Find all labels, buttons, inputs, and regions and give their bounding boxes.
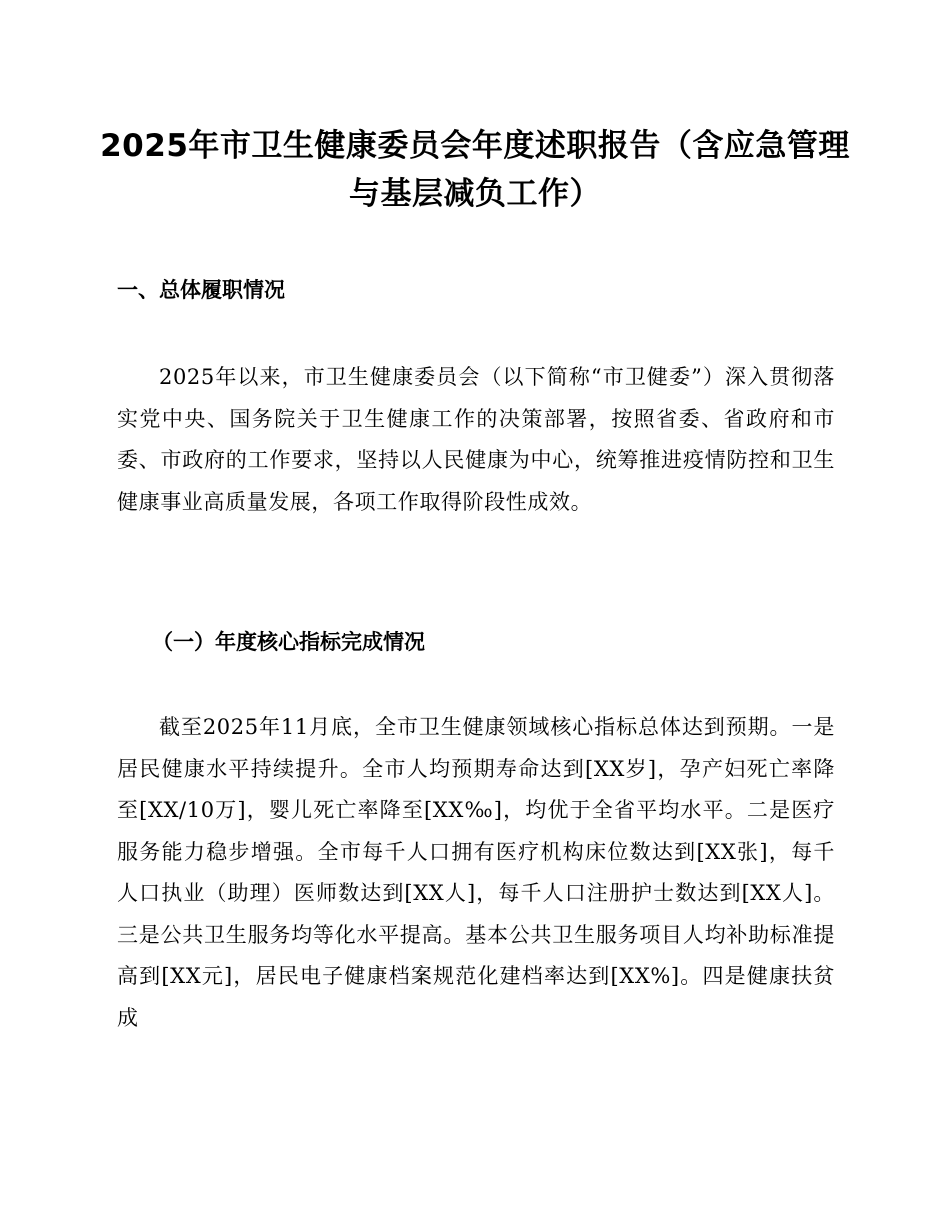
subsection-heading-core-indicators: （一）年度核心指标完成情况: [152, 629, 425, 654]
subsection-paragraph-core-indicators: 截至2025年11月底，全市卫生健康领域核心指标总体达到预期。一是居民健康水平持续提升。全市人均预期寿命达到[XX岁]，孕产妇死亡率降至[XX/10万]，婴儿死亡率降至[XX‰]，均优于全省平均水平。二是医疗服务能力稳步增强。全市每千人口拥有医疗机构床位数达到[XX张]，每千人口执业（助理）医师数达到[XX人]，每千人口注册护士数达到[XX人]。三是公共卫生服务均等化水平提高。基本公共卫生服务项目人均补助标准提高到[XX元]，居民电子健康档案规范化建档率达到[XX%]。四是健康扶贫成: [117, 715, 835, 1030]
section-heading-overall-duties: 一、总体履职情况: [117, 278, 285, 302]
section-paragraph-overall-duties: 2025年以来，市卫生健康委员会（以下简称“市卫健委”）深入贯彻落实党中央、国务院关于卫生健康工作的决策部署，按照省委、省政府和市委、市政府的工作要求，坚持以人民健康为中心，统筹推进疫情防控和卫生健康事业高质量发展，各项工作取得阶段性成效。: [117, 365, 835, 514]
document-title: 2025年市卫生健康委员会年度述职报告（含应急管理与基层减负工作）: [100, 128, 850, 212]
